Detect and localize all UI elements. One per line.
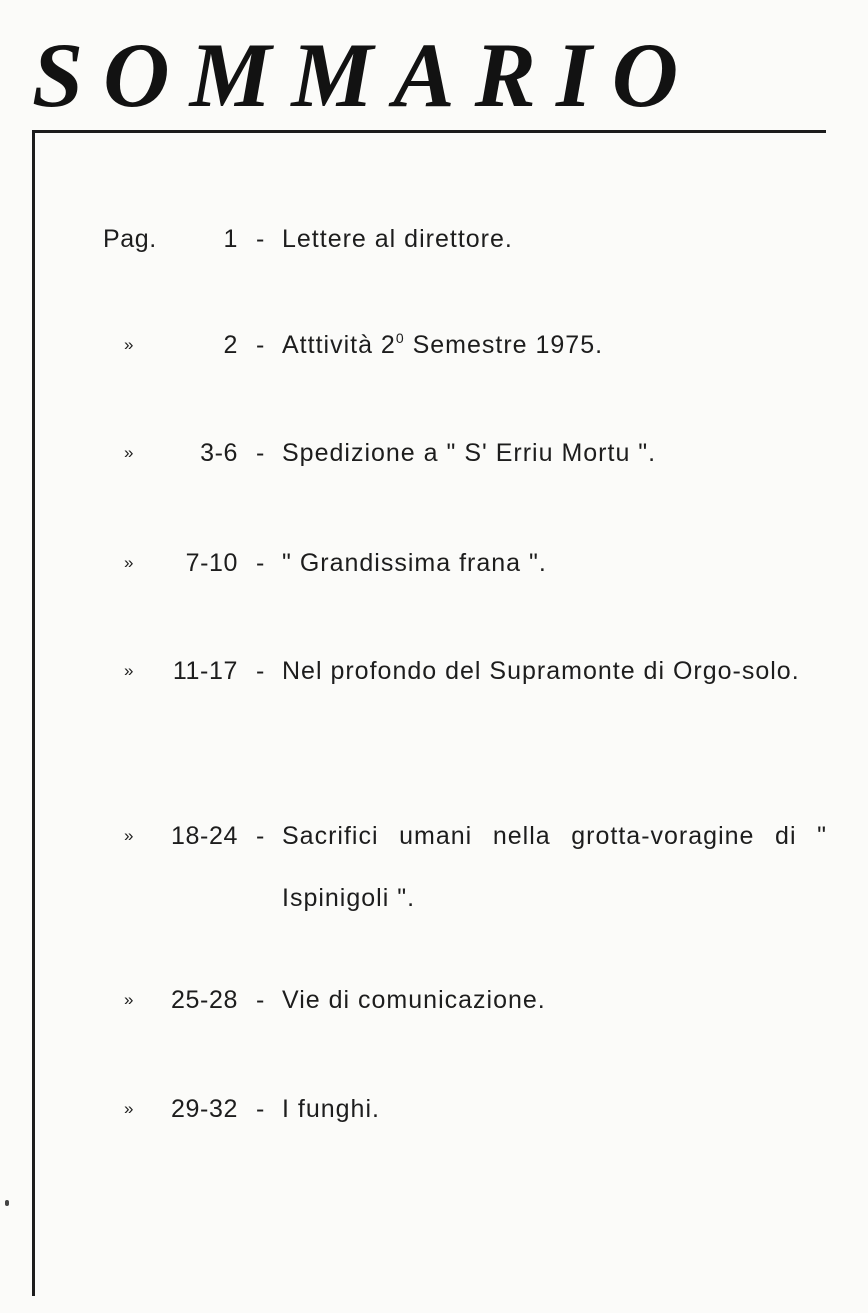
toc-page-number: 25-28 bbox=[171, 986, 238, 1014]
toc-dash: - bbox=[256, 331, 265, 359]
toc-entry-title: Vie di comunicazione. bbox=[282, 986, 546, 1014]
toc-prefix: » bbox=[124, 1099, 135, 1118]
toc-dash: - bbox=[256, 822, 265, 850]
toc-dash: - bbox=[256, 1095, 265, 1123]
toc-page-number: 18-24 bbox=[171, 822, 238, 850]
title-underline bbox=[32, 130, 826, 133]
toc-prefix: » bbox=[124, 826, 135, 845]
toc-page-number: 29-32 bbox=[171, 1095, 238, 1123]
toc-prefix: » bbox=[124, 335, 135, 354]
toc-entry-title-text: Atttività 2 bbox=[282, 331, 396, 359]
toc-prefix: » bbox=[124, 443, 135, 462]
toc-page-number: 1 bbox=[223, 225, 238, 253]
scan-speck bbox=[5, 1200, 9, 1206]
page-title: SOMMARIO bbox=[32, 24, 699, 126]
toc-dash: - bbox=[256, 549, 265, 577]
toc-page-number: 3-6 bbox=[200, 439, 238, 467]
toc-dash: - bbox=[256, 657, 265, 685]
toc-prefix: » bbox=[124, 990, 135, 1009]
toc-dash: - bbox=[256, 986, 265, 1014]
toc-entry-title-superscript: 0 bbox=[395, 330, 405, 346]
toc-page-number: 11-17 bbox=[172, 657, 238, 685]
toc-dash: - bbox=[256, 225, 265, 253]
toc-dash: - bbox=[256, 439, 265, 467]
toc-page-number: 7-10 bbox=[185, 549, 238, 577]
toc-entry-title: I funghi. bbox=[282, 1095, 380, 1123]
toc-prefix: » bbox=[124, 553, 135, 572]
left-margin-rule bbox=[32, 130, 35, 1296]
toc-page-number: 2 bbox=[223, 331, 238, 359]
toc-prefix: » bbox=[124, 661, 135, 680]
toc-entry-title bbox=[282, 314, 827, 376]
toc-prefix: Pag. bbox=[103, 225, 157, 253]
toc-entry-title: Sacrifici umani nella grotta-voragine di " Ispinigoli ". bbox=[282, 822, 827, 912]
toc-entry-title: " Grandissima frana ". bbox=[282, 549, 547, 577]
toc-entry-title: Spedizione a " S' Erriu Mortu ". bbox=[282, 439, 657, 467]
toc-entry-title: Nel profondo del Supramonte di Orgo-solo. bbox=[282, 657, 800, 685]
toc-entry-title: Lettere al direttore. bbox=[282, 225, 513, 253]
toc-entry-title-text: Semestre 1975. bbox=[404, 331, 604, 359]
